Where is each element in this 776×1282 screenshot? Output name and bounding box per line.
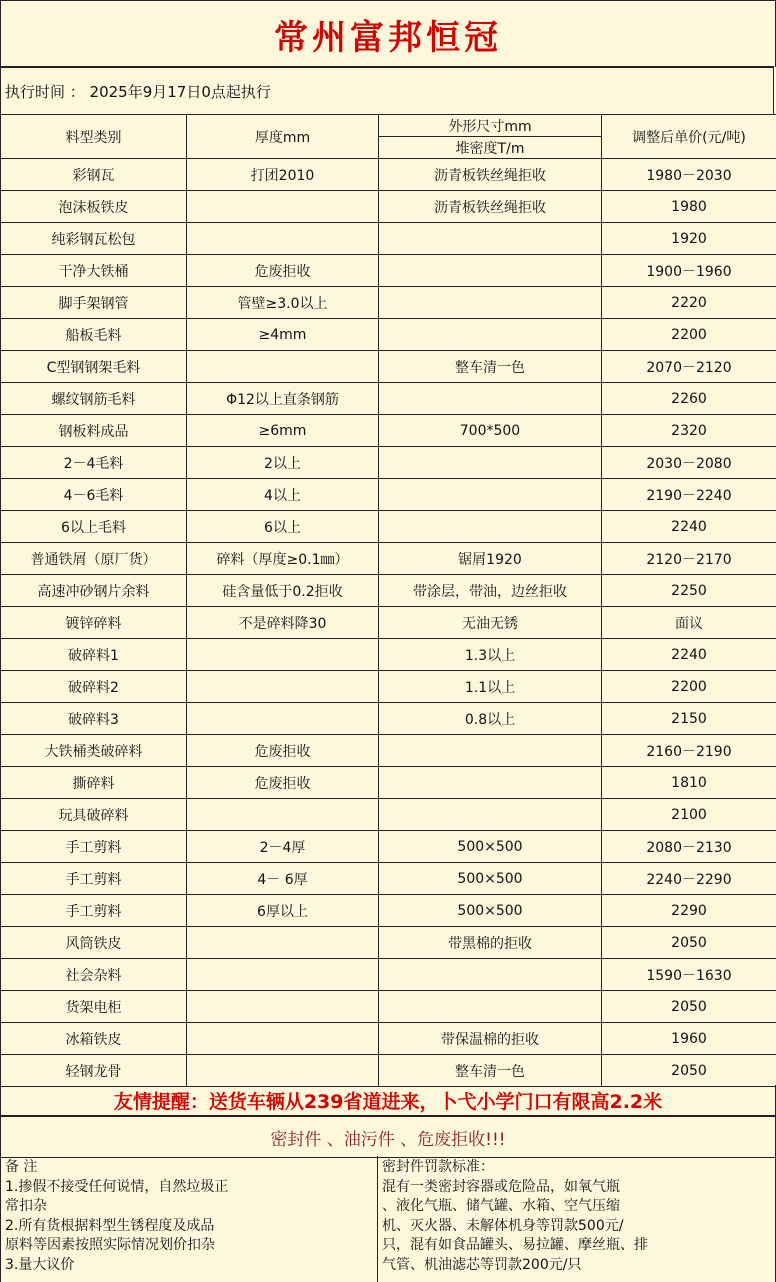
row-thickness: 管壁≥3.0以上 — [187, 287, 379, 319]
row-dimension: 1.1以上 — [379, 671, 602, 703]
table-row — [1, 1023, 776, 1055]
penalty-line: 只，混有如食品罐头、易拉罐、摩丝瓶、排 — [382, 1237, 648, 1254]
penalty-line: 机、灭火器、未解体机身等罚款500元/ — [382, 1217, 624, 1234]
header-dimension: 外形尺寸mm — [379, 115, 602, 137]
table-row — [1, 735, 776, 767]
row-price: 1900－1960 — [602, 255, 776, 287]
row-price: 1980 — [602, 191, 776, 223]
execution-date: 执行时间 ： 2025年9月17日0点起执行 — [0, 66, 774, 114]
row-dimension — [379, 447, 602, 479]
row-dimension — [379, 479, 602, 511]
table-row — [1, 447, 776, 479]
row-thickness: 2－4厚 — [187, 831, 379, 863]
row-thickness: 2以上 — [187, 447, 379, 479]
row-price: 2320 — [602, 415, 776, 447]
table-row — [1, 479, 776, 511]
table-row — [1, 351, 776, 383]
row-price: 2240－2290 — [602, 863, 776, 895]
row-category: 彩钢瓦 — [1, 159, 187, 191]
row-dimension: 带黑棉的拒收 — [379, 927, 602, 959]
row-category: 货架电柜 — [1, 991, 187, 1023]
table-row — [1, 607, 776, 639]
row-dimension — [379, 799, 602, 831]
row-thickness: 4以上 — [187, 479, 379, 511]
row-category: C型钢钢架毛料 — [1, 351, 187, 383]
penalty-standards — [378, 1156, 775, 1282]
row-category: 撕碎料 — [1, 767, 187, 799]
row-price: 2150 — [602, 703, 776, 735]
row-category: 4－6毛料 — [1, 479, 187, 511]
row-price: 2190－2240 — [602, 479, 776, 511]
row-category: 船板毛料 — [1, 319, 187, 351]
row-dimension — [379, 735, 602, 767]
row-thickness: 危废拒收 — [187, 255, 379, 287]
row-price: 2050 — [602, 1055, 776, 1087]
table-row — [1, 415, 776, 447]
table-row — [1, 191, 776, 223]
header-price: 调整后单价(元/吨) — [602, 115, 776, 159]
row-price: 2240 — [602, 511, 776, 543]
row-dimension — [379, 991, 602, 1023]
row-thickness: 碎料（厚度≥0.1㎜） — [187, 543, 379, 575]
row-category: 螺纹钢筋毛料 — [1, 383, 187, 415]
remark-line: 备 注 — [5, 1159, 38, 1175]
header-density: 堆密度T/m — [379, 137, 602, 159]
row-dimension: 带涂层，带油，边丝拒收 — [379, 575, 602, 607]
table-row — [1, 799, 776, 831]
row-category: 冰箱铁皮 — [1, 1023, 187, 1055]
row-price: 2200 — [602, 671, 776, 703]
row-category: 6以上毛料 — [1, 511, 187, 543]
row-dimension — [379, 383, 602, 415]
row-dimension — [379, 223, 602, 255]
remark-line: 2.所有货根据料型生锈程度及成品 — [5, 1217, 215, 1234]
table-row — [1, 159, 776, 191]
row-price: 2070－2120 — [602, 351, 776, 383]
rejection-notice: 密封件 、油污件 、危废拒收!!! — [0, 1115, 776, 1158]
row-category: 纯彩钢瓦松包 — [1, 223, 187, 255]
row-category: 玩具破碎料 — [1, 799, 187, 831]
row-thickness — [187, 703, 379, 735]
row-category: 轻钢龙骨 — [1, 1055, 187, 1087]
row-thickness: 6厚以上 — [187, 895, 379, 927]
row-thickness: 不是碎料降30 — [187, 607, 379, 639]
price-table — [0, 114, 776, 1087]
row-thickness: 打团2010 — [187, 159, 379, 191]
row-price: 1980－2030 — [602, 159, 776, 191]
row-price: 2080－2130 — [602, 831, 776, 863]
row-thickness — [187, 351, 379, 383]
row-thickness — [187, 191, 379, 223]
row-dimension: 700*500 — [379, 415, 602, 447]
row-dimension: 沥青板铁丝绳拒收 — [379, 159, 602, 191]
row-dimension — [379, 511, 602, 543]
row-thickness: 硅含量低于0.2拒收 — [187, 575, 379, 607]
row-dimension: 整车清一色 — [379, 1055, 602, 1087]
row-thickness — [187, 959, 379, 991]
row-category: 镀锌碎料 — [1, 607, 187, 639]
table-row — [1, 895, 776, 927]
row-dimension — [379, 319, 602, 351]
remark-line: 原料等因素按照实际情况划价扣杂 — [5, 1237, 215, 1254]
row-price: 2200 — [602, 319, 776, 351]
table-row — [1, 1055, 776, 1087]
row-category: 脚手架钢管 — [1, 287, 187, 319]
row-thickness: 6以上 — [187, 511, 379, 543]
row-category: 破碎料1 — [1, 639, 187, 671]
penalty-line: 气管、机油滤芯等罚款200元/只 — [382, 1256, 582, 1273]
row-dimension — [379, 287, 602, 319]
table-row — [1, 543, 776, 575]
row-price: 2250 — [602, 575, 776, 607]
row-dimension — [379, 255, 602, 287]
row-thickness — [187, 671, 379, 703]
row-category: 泡沫板铁皮 — [1, 191, 187, 223]
row-thickness: 危废拒收 — [187, 735, 379, 767]
table-row — [1, 255, 776, 287]
row-price: 2290 — [602, 895, 776, 927]
row-dimension: 带保温棉的拒收 — [379, 1023, 602, 1055]
delivery-notice: 友情提醒：送货车辆从239省道进来，卜弋小学门口有限高2.2米 — [0, 1085, 776, 1116]
row-price: 1810 — [602, 767, 776, 799]
row-thickness: ≥4mm — [187, 319, 379, 351]
table-row — [1, 927, 776, 959]
row-thickness — [187, 927, 379, 959]
row-price: 2050 — [602, 991, 776, 1023]
row-thickness: 4－ 6厚 — [187, 863, 379, 895]
row-category: 高速冲砂钢片余料 — [1, 575, 187, 607]
page-title: 常州富邦恒冠 — [0, 0, 776, 67]
row-dimension: 无油无锈 — [379, 607, 602, 639]
row-price: 2260 — [602, 383, 776, 415]
row-category: 干净大铁桶 — [1, 255, 187, 287]
row-thickness — [187, 991, 379, 1023]
row-thickness: 危废拒收 — [187, 767, 379, 799]
row-category: 破碎料3 — [1, 703, 187, 735]
row-thickness — [187, 1055, 379, 1087]
row-category: 手工剪料 — [1, 831, 187, 863]
notes-section — [0, 1156, 776, 1282]
header-category: 料型类别 — [1, 115, 187, 159]
table-row — [1, 319, 776, 351]
row-dimension: 锯屑1920 — [379, 543, 602, 575]
remark-line: 1.掺假不接受任何说情，自然垃圾正 — [5, 1178, 229, 1195]
penalty-line: 密封件罚款标准： — [382, 1159, 494, 1175]
row-price: 1960 — [602, 1023, 776, 1055]
table-row — [1, 287, 776, 319]
table-row — [1, 959, 776, 991]
remark-line: 3.量大议价 — [5, 1256, 75, 1273]
row-dimension: 500×500 — [379, 831, 602, 863]
table-header-row — [1, 115, 776, 137]
table-row — [1, 223, 776, 255]
row-category: 2－4毛料 — [1, 447, 187, 479]
row-dimension — [379, 767, 602, 799]
remarks-notes — [1, 1156, 378, 1282]
row-category: 手工剪料 — [1, 895, 187, 927]
row-price: 2030－2080 — [602, 447, 776, 479]
row-category: 社会杂料 — [1, 959, 187, 991]
row-thickness: ≥6mm — [187, 415, 379, 447]
table-row — [1, 511, 776, 543]
row-dimension: 500×500 — [379, 863, 602, 895]
row-category: 手工剪料 — [1, 863, 187, 895]
row-dimension: 0.8以上 — [379, 703, 602, 735]
row-price: 2160－2190 — [602, 735, 776, 767]
penalty-line: 、液化气瓶、储气罐、水箱、空气压缩 — [382, 1198, 620, 1215]
table-row — [1, 671, 776, 703]
header-thickness: 厚度mm — [187, 115, 379, 159]
row-category: 风筒铁皮 — [1, 927, 187, 959]
row-price: 2050 — [602, 927, 776, 959]
row-thickness — [187, 223, 379, 255]
row-dimension: 500×500 — [379, 895, 602, 927]
row-price: 面议 — [602, 607, 776, 639]
row-price: 2240 — [602, 639, 776, 671]
table-row — [1, 991, 776, 1023]
row-thickness: Φ12以上直条钢筋 — [187, 383, 379, 415]
row-dimension: 整车清一色 — [379, 351, 602, 383]
row-dimension: 沥青板铁丝绳拒收 — [379, 191, 602, 223]
row-price: 1920 — [602, 223, 776, 255]
row-thickness — [187, 1023, 379, 1055]
row-price: 2100 — [602, 799, 776, 831]
table-row — [1, 703, 776, 735]
row-category: 钢板料成品 — [1, 415, 187, 447]
table-row — [1, 383, 776, 415]
table-row — [1, 831, 776, 863]
row-category: 普通铁屑（原厂货） — [1, 543, 187, 575]
row-thickness — [187, 639, 379, 671]
row-price: 2120－2170 — [602, 543, 776, 575]
row-category: 大铁桶类破碎料 — [1, 735, 187, 767]
row-thickness — [187, 799, 379, 831]
table-row — [1, 575, 776, 607]
penalty-line: 混有一类密封容器或危险品，如氧气瓶 — [382, 1178, 620, 1195]
row-dimension: 1.3以上 — [379, 639, 602, 671]
row-price: 1590－1630 — [602, 959, 776, 991]
table-row — [1, 639, 776, 671]
row-price: 2220 — [602, 287, 776, 319]
remark-line: 常扣杂 — [5, 1198, 47, 1215]
table-row — [1, 767, 776, 799]
table-row — [1, 863, 776, 895]
row-dimension — [379, 959, 602, 991]
row-category: 破碎料2 — [1, 671, 187, 703]
